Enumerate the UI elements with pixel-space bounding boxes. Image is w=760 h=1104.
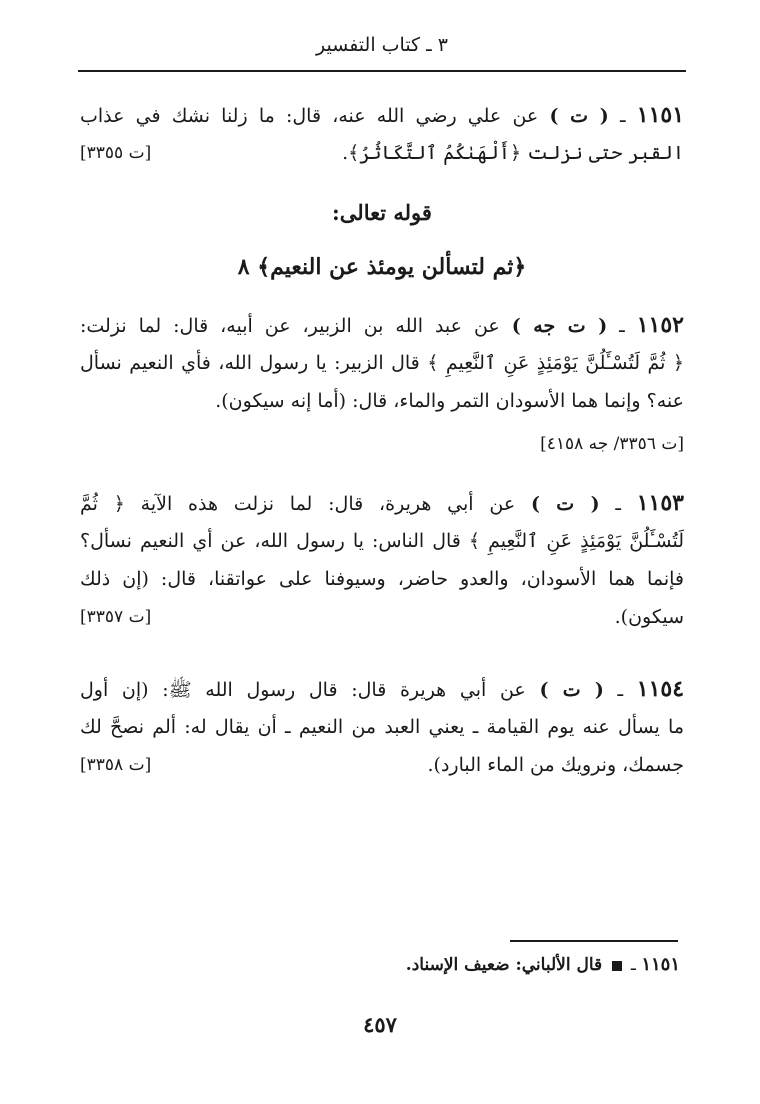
hadith-number: ١١٥٤ xyxy=(636,676,684,702)
black-square-icon xyxy=(612,961,622,971)
hadith-text: عن علي رضي الله عنه، قال: ما زلنا نشك في عذاب xyxy=(80,105,539,127)
header-rule xyxy=(78,70,686,72)
hadith-1152-line-3 xyxy=(80,382,684,420)
hadith-text: جسمك، ونرويك من الماء البارد). xyxy=(427,754,684,776)
hadith-1152 xyxy=(80,306,684,462)
hadith-reference: [ت ٣٣٥٧] xyxy=(80,607,152,627)
hadith-1153-line-2 xyxy=(80,522,684,560)
hadith-text: عنه؟ وإنما هما الأسودان التمر والماء، قال: (أما إنه سيكون). xyxy=(215,390,684,412)
hadith-1154-line-2 xyxy=(80,708,684,746)
page-number: ٤٥٧ xyxy=(363,1012,397,1037)
hadith-1153-line-4 xyxy=(80,598,684,636)
hadith-text: عن أبي هريرة قال: قال رسول الله ﷺ: (إن أول xyxy=(80,679,526,701)
hadith-text: سيكون). xyxy=(614,606,684,628)
hadith-1151 xyxy=(80,96,684,172)
footnote-text: قال الألباني: ضعيف الإسناد. xyxy=(405,955,603,975)
hadith-reference: [ت ٣٣٥٥] xyxy=(80,143,152,163)
hadith-1152-ref-line xyxy=(80,424,684,462)
footnote: ١١٥١ ـ قال الألباني: ضعيف الإسناد. xyxy=(405,954,680,975)
hadith-source: ( ت ) xyxy=(539,679,604,701)
hadith-text: فإنما هما الأسودان، والعدو حاضر، وسيوفنا على عواتقنا، قال: (إن ذلك xyxy=(80,568,684,590)
hadith-text: عن أبي هريرة، قال: لما نزلت هذه الآية ﴿ ثُمَّ xyxy=(80,493,516,515)
hadith-text: لَتُسْـَٔلُنَّ يَوْمَئِذٍ عَنِ ٱلنَّعِيمِ ﴾ قال الناس: يا رسول الله، عن أي النعيم نسأل؟ xyxy=(80,530,684,552)
footnote-rule xyxy=(510,940,678,942)
hadith-1151-line-1: ١١٥١ ـ ( ت ) عن علي رضي الله عنه، قال: ما زلنا نشك في عذاب xyxy=(80,102,684,128)
hadith-1154-line-3 xyxy=(80,746,684,784)
hadith-text: القبر حتى نزلت ﴿أَلْهَىٰكُمُ ٱلتَّكَاثُرُ﴾. xyxy=(342,142,684,164)
hadith-number: ١١٥٢ xyxy=(636,312,684,338)
hadith-text: ما يسأل عنه يوم القيامة ـ يعني العبد من النعيم ـ أن يقال له: ألم نصحَّ لك xyxy=(80,716,684,738)
hadith-reference: [ت ٣٣٥٨] xyxy=(80,755,152,775)
hadith-1153-line-1: ١١٥٣ ـ ( ت ) عن أبي هريرة، قال: لما نزلت هذه الآية ﴿ ثُمَّ xyxy=(80,490,684,516)
hadith-1154 xyxy=(80,670,684,784)
hadith-1153-line-3 xyxy=(80,560,684,598)
hadith-1152-line-1: ١١٥٢ ـ ( ت جه ) عن عبد الله بن الزبير، عن أبيه، قال: لما نزلت: xyxy=(80,312,684,338)
hadith-source: ( ت جه ) xyxy=(511,315,608,337)
hadith-1154-line-1: ١١٥٤ ـ ( ت ) عن أبي هريرة قال: قال رسول الله ﷺ: (إن أول xyxy=(80,676,684,702)
hadith-text: ﴿ ثُمَّ لَتُسْـَٔلُنَّ يَوْمَئِذٍ عَنِ ٱلنَّعِيمِ ﴾ قال الزبير: يا رسول الله، فأي النعيم نسأل xyxy=(80,352,684,374)
hadith-1151-line-2 xyxy=(80,134,684,172)
hadith-text: عن عبد الله بن الزبير، عن أبيه، قال: لما نزلت: xyxy=(80,315,500,337)
hadith-1152-line-2 xyxy=(80,344,684,382)
footnote-number: ١١٥١ xyxy=(641,954,680,975)
page-header: ٣ ـ كتاب التفسير xyxy=(316,34,448,56)
hadith-1153 xyxy=(80,484,684,636)
hadith-reference: [ت ٣٣٥٦/ جه ٤١٥٨] xyxy=(540,434,684,454)
hadith-source: ( ت ) xyxy=(530,493,600,515)
hadith-source: ( ت ) xyxy=(549,105,609,127)
hadith-number: ١١٥١ xyxy=(636,102,684,128)
hadith-number: ١١٥٣ xyxy=(636,490,684,516)
section-heading: قوله تعالى: xyxy=(332,200,432,225)
section-verse: ﴿ثم لتسألن يومئذ عن النعيم﴾ ٨ xyxy=(237,254,527,280)
